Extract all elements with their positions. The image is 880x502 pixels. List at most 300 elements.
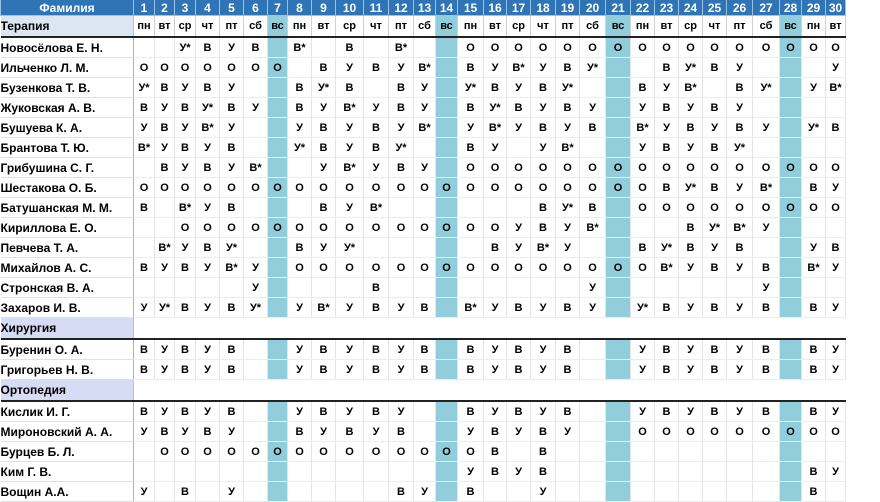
shift-cell[interactable]: У [631, 98, 655, 118]
shift-cell[interactable]: У [288, 360, 312, 380]
shift-cell[interactable]: В [196, 422, 220, 442]
shift-cell[interactable] [414, 401, 436, 422]
day-number-header[interactable]: 10 [336, 0, 364, 16]
shift-cell[interactable] [220, 462, 244, 482]
shift-cell[interactable] [268, 118, 288, 138]
shift-cell[interactable] [580, 339, 606, 360]
shift-cell[interactable] [244, 118, 268, 138]
shift-cell[interactable]: В [134, 360, 155, 380]
shift-cell[interactable] [436, 339, 458, 360]
shift-cell[interactable]: У* [155, 298, 175, 318]
shift-cell[interactable]: В [703, 360, 727, 380]
shift-cell[interactable]: У [175, 422, 196, 442]
shift-cell[interactable] [244, 138, 268, 158]
shift-cell[interactable] [312, 482, 336, 502]
shift-cell[interactable]: В [196, 78, 220, 98]
shift-cell[interactable]: О [556, 258, 580, 278]
shift-cell[interactable]: О [414, 178, 436, 198]
shift-cell[interactable]: У [336, 138, 364, 158]
shift-cell[interactable] [753, 442, 780, 462]
shift-cell[interactable] [703, 442, 727, 462]
shift-cell[interactable]: В* [134, 138, 155, 158]
shift-cell[interactable]: В [531, 78, 556, 98]
shift-cell[interactable]: В [507, 298, 531, 318]
day-number-header[interactable]: 8 [288, 0, 312, 16]
shift-cell[interactable]: У [727, 98, 753, 118]
shift-cell[interactable]: В [655, 178, 679, 198]
shift-cell[interactable] [780, 339, 802, 360]
shift-cell[interactable] [288, 58, 312, 78]
shift-cell[interactable]: О [268, 178, 288, 198]
shift-cell[interactable]: У* [175, 37, 196, 58]
shift-cell[interactable]: О [606, 178, 631, 198]
shift-cell[interactable]: У [155, 401, 175, 422]
shift-cell[interactable]: В [458, 98, 484, 118]
shift-cell[interactable]: У [175, 118, 196, 138]
shift-cell[interactable]: В [507, 339, 531, 360]
shift-cell[interactable] [268, 138, 288, 158]
shift-cell[interactable]: В* [336, 158, 364, 178]
shift-cell[interactable]: У [196, 401, 220, 422]
name-column-header[interactable]: Фамилия [1, 0, 134, 16]
shift-cell[interactable]: В [288, 238, 312, 258]
shift-cell[interactable]: У [155, 360, 175, 380]
shift-cell[interactable]: У [679, 138, 703, 158]
shift-cell[interactable]: О [753, 422, 780, 442]
shift-cell[interactable]: О [531, 178, 556, 198]
shift-cell[interactable] [364, 462, 389, 482]
shift-cell[interactable]: У [507, 118, 531, 138]
shift-cell[interactable]: У [531, 298, 556, 318]
shift-cell[interactable] [606, 422, 631, 442]
shift-cell[interactable] [802, 442, 826, 462]
shift-cell[interactable] [436, 462, 458, 482]
shift-cell[interactable] [134, 37, 155, 58]
shift-cell[interactable] [507, 138, 531, 158]
shift-cell[interactable] [727, 482, 753, 502]
shift-cell[interactable]: О [484, 178, 507, 198]
shift-cell[interactable] [580, 401, 606, 422]
shift-cell[interactable] [780, 258, 802, 278]
shift-cell[interactable]: В [507, 401, 531, 422]
shift-cell[interactable]: У [312, 422, 336, 442]
shift-cell[interactable]: В [288, 98, 312, 118]
shift-cell[interactable] [220, 278, 244, 298]
shift-cell[interactable]: О [220, 218, 244, 238]
shift-cell[interactable]: У [484, 339, 507, 360]
day-number-header[interactable]: 26 [727, 0, 753, 16]
shift-cell[interactable] [436, 422, 458, 442]
shift-cell[interactable] [414, 37, 436, 58]
shift-cell[interactable] [336, 278, 364, 298]
employee-name[interactable]: Певчева Т. А. [1, 238, 134, 258]
shift-cell[interactable] [436, 78, 458, 98]
employee-name[interactable]: Михайлов А. С. [1, 258, 134, 278]
shift-cell[interactable]: В [175, 339, 196, 360]
shift-cell[interactable] [268, 78, 288, 98]
shift-cell[interactable] [580, 138, 606, 158]
shift-cell[interactable]: У* [220, 238, 244, 258]
shift-cell[interactable]: В* [414, 118, 436, 138]
shift-cell[interactable] [753, 58, 780, 78]
employee-name[interactable]: Буренин О. А. [1, 339, 134, 360]
shift-cell[interactable]: В [196, 37, 220, 58]
shift-cell[interactable]: В* [484, 118, 507, 138]
shift-cell[interactable]: У [802, 78, 826, 98]
shift-cell[interactable]: У [484, 298, 507, 318]
shift-cell[interactable]: У [244, 278, 268, 298]
shift-cell[interactable]: В [414, 360, 436, 380]
day-number-header[interactable]: 24 [679, 0, 703, 16]
shift-cell[interactable]: В [826, 238, 846, 258]
shift-cell[interactable] [606, 118, 631, 138]
shift-cell[interactable] [606, 360, 631, 380]
shift-cell[interactable]: У [507, 238, 531, 258]
shift-cell[interactable]: У [679, 98, 703, 118]
shift-cell[interactable]: У [679, 360, 703, 380]
shift-cell[interactable]: У [458, 462, 484, 482]
shift-cell[interactable]: У* [312, 78, 336, 98]
shift-cell[interactable]: У [580, 98, 606, 118]
shift-cell[interactable]: В [655, 138, 679, 158]
shift-cell[interactable]: О [389, 258, 414, 278]
day-number-header[interactable]: 1 [134, 0, 155, 16]
shift-cell[interactable]: О [802, 422, 826, 442]
employee-name[interactable]: Шестакова О. Б. [1, 178, 134, 198]
shift-cell[interactable] [436, 238, 458, 258]
shift-cell[interactable] [458, 238, 484, 258]
shift-cell[interactable]: О [336, 178, 364, 198]
shift-cell[interactable]: У* [389, 138, 414, 158]
shift-cell[interactable]: В [802, 462, 826, 482]
shift-cell[interactable]: В [288, 78, 312, 98]
shift-cell[interactable]: О [703, 198, 727, 218]
shift-cell[interactable]: О [458, 178, 484, 198]
shift-cell[interactable] [268, 278, 288, 298]
shift-cell[interactable]: У [364, 422, 389, 442]
shift-cell[interactable] [175, 278, 196, 298]
shift-cell[interactable]: В [364, 360, 389, 380]
shift-cell[interactable]: У* [196, 98, 220, 118]
shift-cell[interactable]: О [802, 198, 826, 218]
day-number-header[interactable]: 18 [531, 0, 556, 16]
shift-cell[interactable]: В [155, 118, 175, 138]
shift-cell[interactable]: У [364, 158, 389, 178]
shift-cell[interactable] [196, 462, 220, 482]
shift-cell[interactable] [244, 238, 268, 258]
shift-cell[interactable] [268, 462, 288, 482]
shift-cell[interactable]: О [655, 37, 679, 58]
shift-cell[interactable] [780, 238, 802, 258]
shift-cell[interactable] [244, 401, 268, 422]
day-number-header[interactable]: 2 [155, 0, 175, 16]
shift-cell[interactable] [580, 78, 606, 98]
shift-cell[interactable]: В [826, 118, 846, 138]
day-number-header[interactable]: 7 [268, 0, 288, 16]
shift-cell[interactable]: У [580, 298, 606, 318]
shift-cell[interactable]: В [679, 118, 703, 138]
shift-cell[interactable]: В [679, 218, 703, 238]
shift-cell[interactable]: О [220, 58, 244, 78]
shift-cell[interactable]: У [531, 339, 556, 360]
shift-cell[interactable]: У [484, 401, 507, 422]
shift-cell[interactable]: О [196, 218, 220, 238]
shift-cell[interactable]: В [389, 78, 414, 98]
shift-cell[interactable]: У [727, 178, 753, 198]
shift-cell[interactable]: В* [802, 258, 826, 278]
shift-cell[interactable]: В* [580, 218, 606, 238]
shift-cell[interactable]: О [389, 442, 414, 462]
shift-cell[interactable]: В [802, 401, 826, 422]
shift-cell[interactable]: В [220, 339, 244, 360]
shift-cell[interactable] [436, 198, 458, 218]
shift-cell[interactable]: У [220, 158, 244, 178]
shift-cell[interactable] [288, 482, 312, 502]
shift-cell[interactable]: У [196, 339, 220, 360]
shift-cell[interactable]: В [580, 118, 606, 138]
shift-cell[interactable]: У [507, 218, 531, 238]
shift-cell[interactable]: О [580, 258, 606, 278]
shift-cell[interactable] [606, 78, 631, 98]
shift-cell[interactable]: О [727, 158, 753, 178]
shift-cell[interactable] [389, 238, 414, 258]
shift-cell[interactable] [134, 218, 155, 238]
shift-cell[interactable] [780, 442, 802, 462]
shift-cell[interactable]: О [507, 178, 531, 198]
shift-cell[interactable] [312, 278, 336, 298]
shift-cell[interactable]: У* [802, 118, 826, 138]
shift-cell[interactable]: У* [753, 78, 780, 98]
shift-cell[interactable]: У [244, 258, 268, 278]
shift-cell[interactable]: В [220, 401, 244, 422]
shift-cell[interactable] [655, 442, 679, 462]
shift-cell[interactable]: У [220, 118, 244, 138]
shift-cell[interactable] [268, 98, 288, 118]
shift-cell[interactable] [268, 422, 288, 442]
day-number-header[interactable]: 16 [484, 0, 507, 16]
shift-cell[interactable]: У [389, 118, 414, 138]
shift-cell[interactable]: В [175, 360, 196, 380]
shift-cell[interactable]: У [531, 138, 556, 158]
shift-cell[interactable]: О [336, 258, 364, 278]
shift-cell[interactable]: У [336, 360, 364, 380]
shift-cell[interactable]: У* [288, 138, 312, 158]
shift-cell[interactable] [679, 278, 703, 298]
shift-cell[interactable]: О [655, 198, 679, 218]
shift-cell[interactable]: О [484, 37, 507, 58]
shift-cell[interactable]: О [389, 178, 414, 198]
shift-cell[interactable] [364, 37, 389, 58]
employee-name[interactable]: Бушуева К. А. [1, 118, 134, 138]
shift-cell[interactable] [414, 138, 436, 158]
shift-cell[interactable] [364, 482, 389, 502]
shift-cell[interactable]: О [826, 198, 846, 218]
shift-cell[interactable]: У [220, 482, 244, 502]
shift-cell[interactable] [606, 462, 631, 482]
shift-cell[interactable]: О [703, 37, 727, 58]
shift-cell[interactable]: У [507, 422, 531, 442]
day-number-header[interactable]: 3 [175, 0, 196, 16]
shift-cell[interactable]: У [196, 138, 220, 158]
shift-cell[interactable]: В* [679, 78, 703, 98]
shift-cell[interactable]: В* [826, 78, 846, 98]
shift-cell[interactable] [436, 98, 458, 118]
shift-cell[interactable] [268, 401, 288, 422]
shift-cell[interactable]: В [753, 258, 780, 278]
shift-cell[interactable] [580, 422, 606, 442]
shift-cell[interactable] [606, 298, 631, 318]
shift-cell[interactable] [436, 138, 458, 158]
employee-name[interactable]: Вощин А.А. [1, 482, 134, 502]
shift-cell[interactable]: В [484, 422, 507, 442]
shift-cell[interactable]: В [288, 422, 312, 442]
shift-cell[interactable]: В [364, 278, 389, 298]
shift-cell[interactable]: У* [556, 78, 580, 98]
shift-cell[interactable]: У [826, 339, 846, 360]
shift-cell[interactable]: В [458, 482, 484, 502]
shift-cell[interactable]: О [244, 442, 268, 462]
shift-cell[interactable] [780, 138, 802, 158]
shift-cell[interactable]: В [484, 462, 507, 482]
shift-cell[interactable]: У [134, 482, 155, 502]
employee-name[interactable]: Жуковская А. В. [1, 98, 134, 118]
shift-cell[interactable]: У [458, 118, 484, 138]
shift-cell[interactable]: В [655, 360, 679, 380]
shift-cell[interactable]: В [802, 298, 826, 318]
employee-name[interactable]: Грибушина С. Г. [1, 158, 134, 178]
shift-cell[interactable]: О [780, 37, 802, 58]
shift-cell[interactable] [606, 218, 631, 238]
shift-cell[interactable]: У [288, 339, 312, 360]
shift-cell[interactable]: О [364, 442, 389, 462]
shift-cell[interactable]: У [802, 238, 826, 258]
shift-cell[interactable]: В [458, 360, 484, 380]
shift-cell[interactable]: В [134, 401, 155, 422]
shift-cell[interactable] [436, 401, 458, 422]
shift-cell[interactable] [655, 462, 679, 482]
shift-cell[interactable]: О [220, 178, 244, 198]
shift-cell[interactable]: В [175, 98, 196, 118]
shift-cell[interactable] [606, 482, 631, 502]
shift-cell[interactable] [802, 58, 826, 78]
shift-cell[interactable]: В [220, 198, 244, 218]
shift-cell[interactable]: У [196, 360, 220, 380]
shift-cell[interactable]: В [364, 401, 389, 422]
shift-cell[interactable]: У [556, 118, 580, 138]
shift-cell[interactable] [727, 442, 753, 462]
shift-cell[interactable]: У [826, 401, 846, 422]
shift-cell[interactable]: В [458, 339, 484, 360]
shift-cell[interactable]: У* [244, 298, 268, 318]
shift-cell[interactable]: В* [336, 98, 364, 118]
shift-cell[interactable]: О [288, 442, 312, 462]
shift-cell[interactable]: О [655, 158, 679, 178]
shift-cell[interactable] [288, 462, 312, 482]
shift-cell[interactable]: У [389, 298, 414, 318]
shift-cell[interactable] [753, 462, 780, 482]
shift-cell[interactable]: В [703, 138, 727, 158]
shift-cell[interactable] [606, 238, 631, 258]
shift-cell[interactable] [458, 198, 484, 218]
shift-cell[interactable] [134, 462, 155, 482]
shift-cell[interactable] [458, 278, 484, 298]
day-number-header[interactable]: 25 [703, 0, 727, 16]
shift-cell[interactable]: О [580, 37, 606, 58]
shift-cell[interactable]: В [389, 158, 414, 178]
shift-cell[interactable]: У [531, 482, 556, 502]
shift-cell[interactable]: В* [389, 37, 414, 58]
shift-cell[interactable]: О [134, 58, 155, 78]
shift-cell[interactable]: В [364, 339, 389, 360]
day-number-header[interactable]: 20 [580, 0, 606, 16]
shift-cell[interactable] [288, 278, 312, 298]
shift-cell[interactable]: О [336, 442, 364, 462]
shift-cell[interactable]: У [134, 298, 155, 318]
shift-cell[interactable] [580, 462, 606, 482]
shift-cell[interactable] [244, 482, 268, 502]
shift-cell[interactable]: У [336, 58, 364, 78]
shift-cell[interactable]: О [312, 258, 336, 278]
shift-cell[interactable] [484, 482, 507, 502]
shift-cell[interactable]: О [531, 37, 556, 58]
shift-cell[interactable] [155, 482, 175, 502]
shift-cell[interactable]: О [780, 422, 802, 442]
shift-cell[interactable]: У [655, 78, 679, 98]
day-number-header[interactable]: 6 [244, 0, 268, 16]
shift-cell[interactable]: В [364, 138, 389, 158]
shift-cell[interactable]: У [484, 360, 507, 380]
shift-cell[interactable]: В [364, 58, 389, 78]
shift-cell[interactable]: В* [631, 118, 655, 138]
shift-cell[interactable] [507, 278, 531, 298]
shift-cell[interactable] [780, 118, 802, 138]
shift-cell[interactable] [631, 58, 655, 78]
shift-cell[interactable]: О [458, 218, 484, 238]
shift-cell[interactable] [606, 401, 631, 422]
shift-cell[interactable] [556, 278, 580, 298]
shift-cell[interactable] [580, 442, 606, 462]
shift-cell[interactable]: В* [727, 218, 753, 238]
shift-cell[interactable]: У [727, 401, 753, 422]
shift-cell[interactable]: У [703, 238, 727, 258]
shift-cell[interactable] [802, 98, 826, 118]
shift-cell[interactable]: О [507, 37, 531, 58]
shift-cell[interactable] [802, 278, 826, 298]
shift-cell[interactable] [631, 218, 655, 238]
employee-name[interactable]: Стронская В. А. [1, 278, 134, 298]
shift-cell[interactable]: О [389, 218, 414, 238]
shift-cell[interactable]: У [727, 58, 753, 78]
shift-cell[interactable]: У* [679, 58, 703, 78]
shift-cell[interactable]: В [312, 401, 336, 422]
shift-cell[interactable] [484, 198, 507, 218]
shift-cell[interactable]: О [244, 178, 268, 198]
shift-cell[interactable]: В [134, 198, 155, 218]
shift-cell[interactable]: В [175, 401, 196, 422]
shift-cell[interactable]: У [679, 401, 703, 422]
shift-cell[interactable] [826, 138, 846, 158]
shift-cell[interactable]: В [312, 138, 336, 158]
shift-cell[interactable]: О [175, 58, 196, 78]
shift-cell[interactable]: У* [655, 238, 679, 258]
shift-cell[interactable]: У [155, 98, 175, 118]
shift-cell[interactable] [826, 482, 846, 502]
shift-cell[interactable]: О [414, 442, 436, 462]
shift-cell[interactable]: О [134, 178, 155, 198]
shift-cell[interactable]: В [312, 58, 336, 78]
shift-cell[interactable]: В [484, 78, 507, 98]
shift-cell[interactable] [655, 278, 679, 298]
